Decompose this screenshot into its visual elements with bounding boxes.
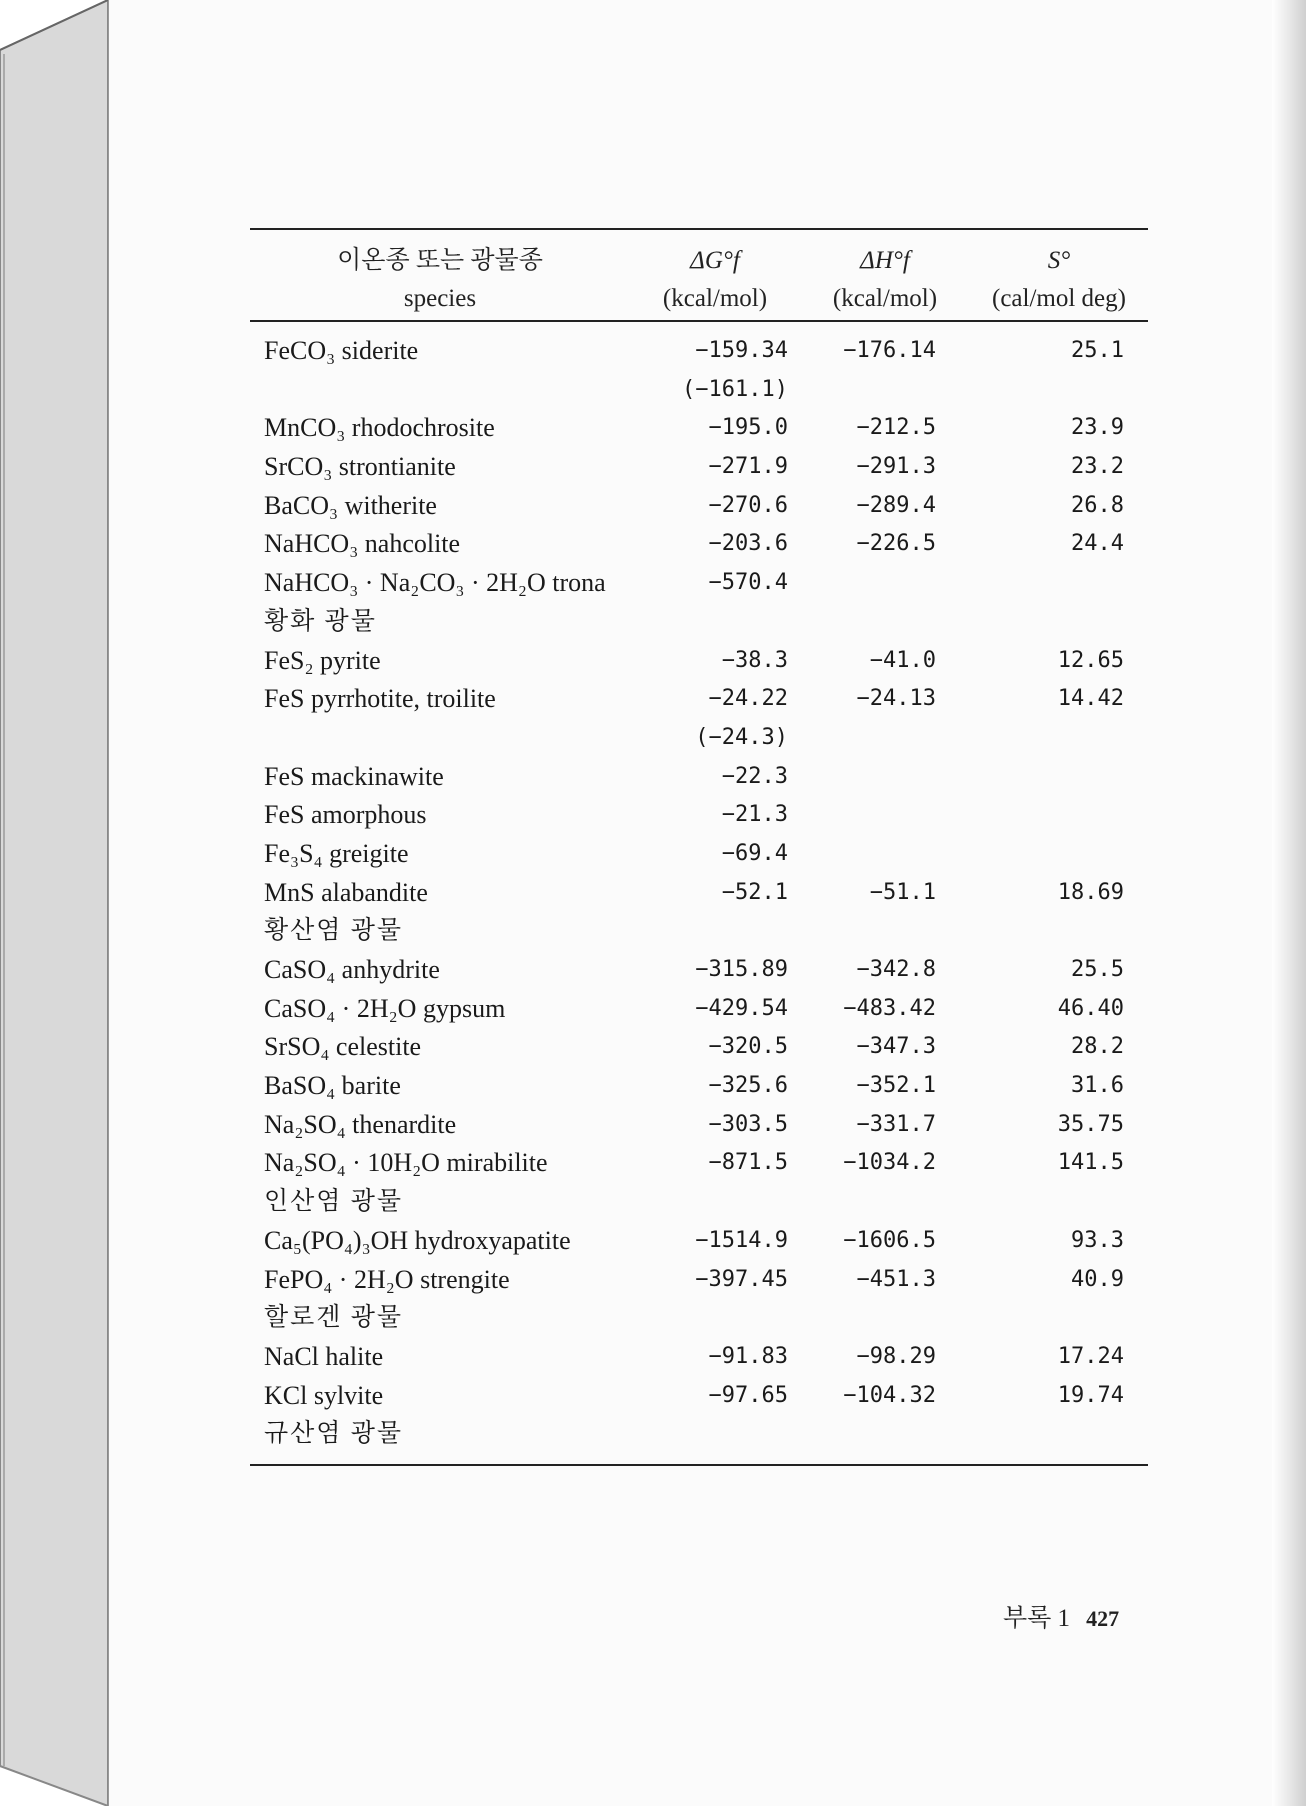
- header-enthalpy-symbol: ΔH°f: [860, 247, 910, 274]
- table-row: [250, 525, 1148, 564]
- species-cell: FeS₂ pyrite: [264, 645, 381, 675]
- gibbs-cell: −38.3: [721, 647, 788, 673]
- species-cell: KCl sylvite: [264, 1380, 384, 1410]
- gibbs-cell: (−24.3): [695, 724, 788, 750]
- species-cell: FeCO₃ siderite: [264, 336, 419, 365]
- gibbs-cell: (−161.1): [682, 376, 788, 402]
- enthalpy-cell: −342.8: [856, 957, 936, 982]
- enthalpy-cell: [800, 1183, 970, 1222]
- enthalpy-cell: [800, 603, 970, 642]
- species-cell: MnS alabandite: [264, 877, 428, 907]
- species-cell: 황화 광물: [264, 607, 377, 635]
- gibbs-cell: −1514.9: [695, 1227, 788, 1253]
- entropy-cell: [970, 371, 1148, 410]
- species-cell: NaHCO₃ nahcolite: [264, 529, 461, 559]
- species-cell: BaSO₄ barite: [264, 1071, 401, 1101]
- enthalpy-cell: [800, 1415, 970, 1454]
- entropy-cell: [970, 835, 1148, 874]
- enthalpy-cell: −483.42: [843, 995, 936, 1021]
- enthalpy-cell: [800, 758, 970, 797]
- header-enthalpy-unit: (kcal/mol): [832, 285, 938, 312]
- header-entropy-symbol: S°: [1047, 247, 1071, 274]
- entropy-cell: 12.65: [1057, 647, 1124, 673]
- enthalpy-cell: −347.3: [856, 1034, 936, 1060]
- thermodynamic-data-table: [250, 228, 1148, 1466]
- enthalpy-cell: −331.7: [856, 1111, 936, 1137]
- header-species: [250, 230, 630, 320]
- entropy-cell: 18.69: [1057, 879, 1124, 905]
- entropy-cell: 26.8: [1071, 492, 1124, 518]
- table-row: [250, 564, 1148, 603]
- species-cell: MnCO₃ rhodochrosite: [264, 413, 495, 443]
- enthalpy-cell: −41.0: [869, 647, 936, 673]
- gibbs-cell: −429.54: [695, 995, 788, 1021]
- page-shadow: [1272, 0, 1306, 1806]
- entropy-cell: [970, 912, 1148, 951]
- entropy-cell: 35.75: [1057, 1111, 1124, 1137]
- species-cell: SrSO₄ celestite: [264, 1032, 422, 1062]
- species-cell: Fe₃S₄ greigite: [264, 838, 409, 868]
- species-cell: 황산염 광물: [264, 917, 404, 945]
- table-row: [250, 448, 1148, 487]
- table-row: [250, 1067, 1148, 1106]
- category-row: [250, 1415, 1148, 1454]
- enthalpy-cell: [800, 371, 970, 410]
- table-row: [250, 1106, 1148, 1145]
- enthalpy-cell: −24.13: [856, 686, 936, 712]
- gibbs-cell: −22.3: [721, 763, 788, 789]
- entropy-cell: [970, 603, 1148, 642]
- table-bottom-rule: [250, 1464, 1148, 1466]
- enthalpy-cell: −176.14: [843, 338, 936, 363]
- header-gibbs-unit: (kcal/mol): [662, 285, 768, 312]
- enthalpy-cell: −212.5: [856, 415, 936, 441]
- table-row: [250, 990, 1148, 1029]
- species-cell: BaCO₃ witherite: [264, 490, 437, 520]
- gibbs-cell: [630, 1299, 800, 1338]
- enthalpy-cell: −1034.2: [843, 1150, 936, 1176]
- species-cell: Na₂SO₄ thenardite: [264, 1109, 457, 1139]
- gibbs-cell: −570.4: [708, 570, 788, 596]
- enthalpy-cell: [800, 1299, 970, 1338]
- species-cell: CaSO₄ · 2H₂O gypsum: [264, 993, 506, 1023]
- entropy-cell: 46.40: [1057, 995, 1124, 1021]
- enthalpy-cell: −291.3: [856, 454, 936, 480]
- gibbs-cell: −303.5: [708, 1111, 788, 1137]
- enthalpy-cell: −1606.5: [843, 1227, 936, 1253]
- species-cell: CaSO₄ anhydrite: [264, 955, 440, 984]
- category-row: [250, 603, 1148, 642]
- gibbs-cell: −21.3: [721, 802, 788, 828]
- gibbs-cell: −271.9: [708, 454, 788, 480]
- header-gibbs: [630, 230, 800, 320]
- species-cell: 할로겐 광물: [264, 1304, 404, 1332]
- enthalpy-cell: −98.29: [856, 1343, 936, 1369]
- species-cell: Ca₅(PO₄)₃OH hydroxyapatite: [264, 1225, 571, 1255]
- category-row: [250, 912, 1148, 951]
- species-cell: Na₂SO₄ · 10H₂O mirabilite: [264, 1148, 548, 1178]
- species-cell: SrCO₃ strontianite: [264, 452, 456, 482]
- entropy-cell: 19.74: [1057, 1382, 1124, 1408]
- table-row: [250, 1222, 1148, 1261]
- footer-section: 부록 1: [1003, 1605, 1071, 1632]
- gibbs-cell: −52.1: [721, 879, 788, 905]
- table-row: [250, 487, 1148, 526]
- gibbs-cell: −315.89: [695, 957, 788, 982]
- species-cell: NaCl halite: [264, 1341, 384, 1371]
- entropy-cell: [970, 719, 1148, 758]
- category-row: [250, 1183, 1148, 1222]
- header-entropy: [970, 230, 1148, 320]
- table-row: [250, 796, 1148, 835]
- gibbs-cell: [630, 1415, 800, 1454]
- gibbs-cell: −203.6: [708, 531, 788, 557]
- table-row: [250, 758, 1148, 797]
- table-row: [250, 1261, 1148, 1300]
- table-row: [250, 1377, 1148, 1416]
- entropy-cell: [970, 1299, 1148, 1338]
- enthalpy-cell: [800, 835, 970, 874]
- entropy-cell: 25.5: [1071, 957, 1124, 982]
- enthalpy-cell: −289.4: [856, 492, 936, 518]
- table-row: [250, 874, 1148, 913]
- enthalpy-cell: −451.3: [856, 1266, 936, 1292]
- gibbs-cell: −91.83: [708, 1343, 788, 1369]
- enthalpy-cell: −226.5: [856, 531, 936, 557]
- gibbs-cell: −397.45: [695, 1266, 788, 1292]
- header-enthalpy: [800, 230, 970, 320]
- enthalpy-cell: [800, 796, 970, 835]
- table-row: [250, 1028, 1148, 1067]
- gibbs-cell: −24.22: [708, 686, 788, 712]
- table-header: [250, 230, 1148, 320]
- table-row: [250, 1338, 1148, 1377]
- enthalpy-cell: [800, 719, 970, 758]
- table-row: [250, 719, 1148, 758]
- table-row: [250, 642, 1148, 681]
- species-cell: [250, 719, 630, 758]
- header-species-ko: 이온종 또는 광물종: [337, 247, 543, 274]
- species-cell: FeS amorphous: [264, 800, 427, 830]
- enthalpy-cell: −352.1: [856, 1073, 936, 1099]
- gibbs-cell: −325.6: [708, 1073, 788, 1099]
- species-cell: NaHCO₃ · Na₂CO₃ · 2H₂O trona: [264, 568, 606, 598]
- gibbs-cell: −97.65: [708, 1382, 788, 1408]
- enthalpy-cell: −104.32: [843, 1382, 936, 1408]
- entropy-cell: 24.4: [1071, 531, 1124, 557]
- header-entropy-unit: (cal/mol deg): [992, 285, 1126, 312]
- gibbs-cell: −195.0: [708, 415, 788, 441]
- entropy-cell: 93.3: [1071, 1227, 1124, 1253]
- species-cell: 규산염 광물: [264, 1420, 404, 1448]
- enthalpy-cell: −51.1: [869, 879, 936, 905]
- entropy-cell: 23.2: [1071, 454, 1124, 480]
- enthalpy-cell: [800, 912, 970, 951]
- table-body: [250, 322, 1148, 1464]
- gibbs-cell: −320.5: [708, 1034, 788, 1060]
- entropy-cell: 141.5: [1057, 1150, 1124, 1176]
- category-row: [250, 1299, 1148, 1338]
- table-row: [250, 1144, 1148, 1183]
- gibbs-cell: [630, 603, 800, 642]
- entropy-cell: 40.9: [1071, 1266, 1124, 1292]
- entropy-cell: [970, 1415, 1148, 1454]
- table-row: [250, 371, 1148, 410]
- table-row: [250, 332, 1148, 371]
- gibbs-cell: −270.6: [708, 492, 788, 518]
- page-number: 427: [1086, 1606, 1120, 1631]
- enthalpy-cell: [800, 564, 970, 603]
- entropy-cell: 17.24: [1057, 1343, 1124, 1369]
- species-cell: FeS pyrrhotite, troilite: [264, 684, 496, 714]
- entropy-cell: 25.1: [1071, 338, 1124, 363]
- table-row: [250, 835, 1148, 874]
- entropy-cell: [970, 758, 1148, 797]
- species-cell: FePO₄ · 2H₂O strengite: [264, 1264, 510, 1294]
- header-gibbs-symbol: ΔG°f: [690, 247, 740, 274]
- species-cell: 인산염 광물: [264, 1188, 404, 1216]
- entropy-cell: 14.42: [1057, 686, 1124, 712]
- gibbs-cell: −69.4: [721, 840, 788, 866]
- page-footer: [1003, 1598, 1119, 1634]
- gibbs-cell: [630, 1183, 800, 1222]
- species-cell: [250, 371, 630, 410]
- table-row: [250, 680, 1148, 719]
- entropy-cell: [970, 796, 1148, 835]
- entropy-cell: 23.9: [1071, 415, 1124, 441]
- entropy-cell: [970, 1183, 1148, 1222]
- species-cell: FeS mackinawite: [264, 761, 444, 791]
- gibbs-cell: [630, 912, 800, 951]
- entropy-cell: 28.2: [1071, 1034, 1124, 1060]
- entropy-cell: [970, 564, 1148, 603]
- table-row: [250, 951, 1148, 990]
- table-row: [250, 409, 1148, 448]
- gibbs-cell: −871.5: [708, 1150, 788, 1176]
- header-species-en: species: [403, 285, 477, 312]
- gibbs-cell: −159.34: [695, 338, 788, 363]
- entropy-cell: 31.6: [1071, 1073, 1124, 1099]
